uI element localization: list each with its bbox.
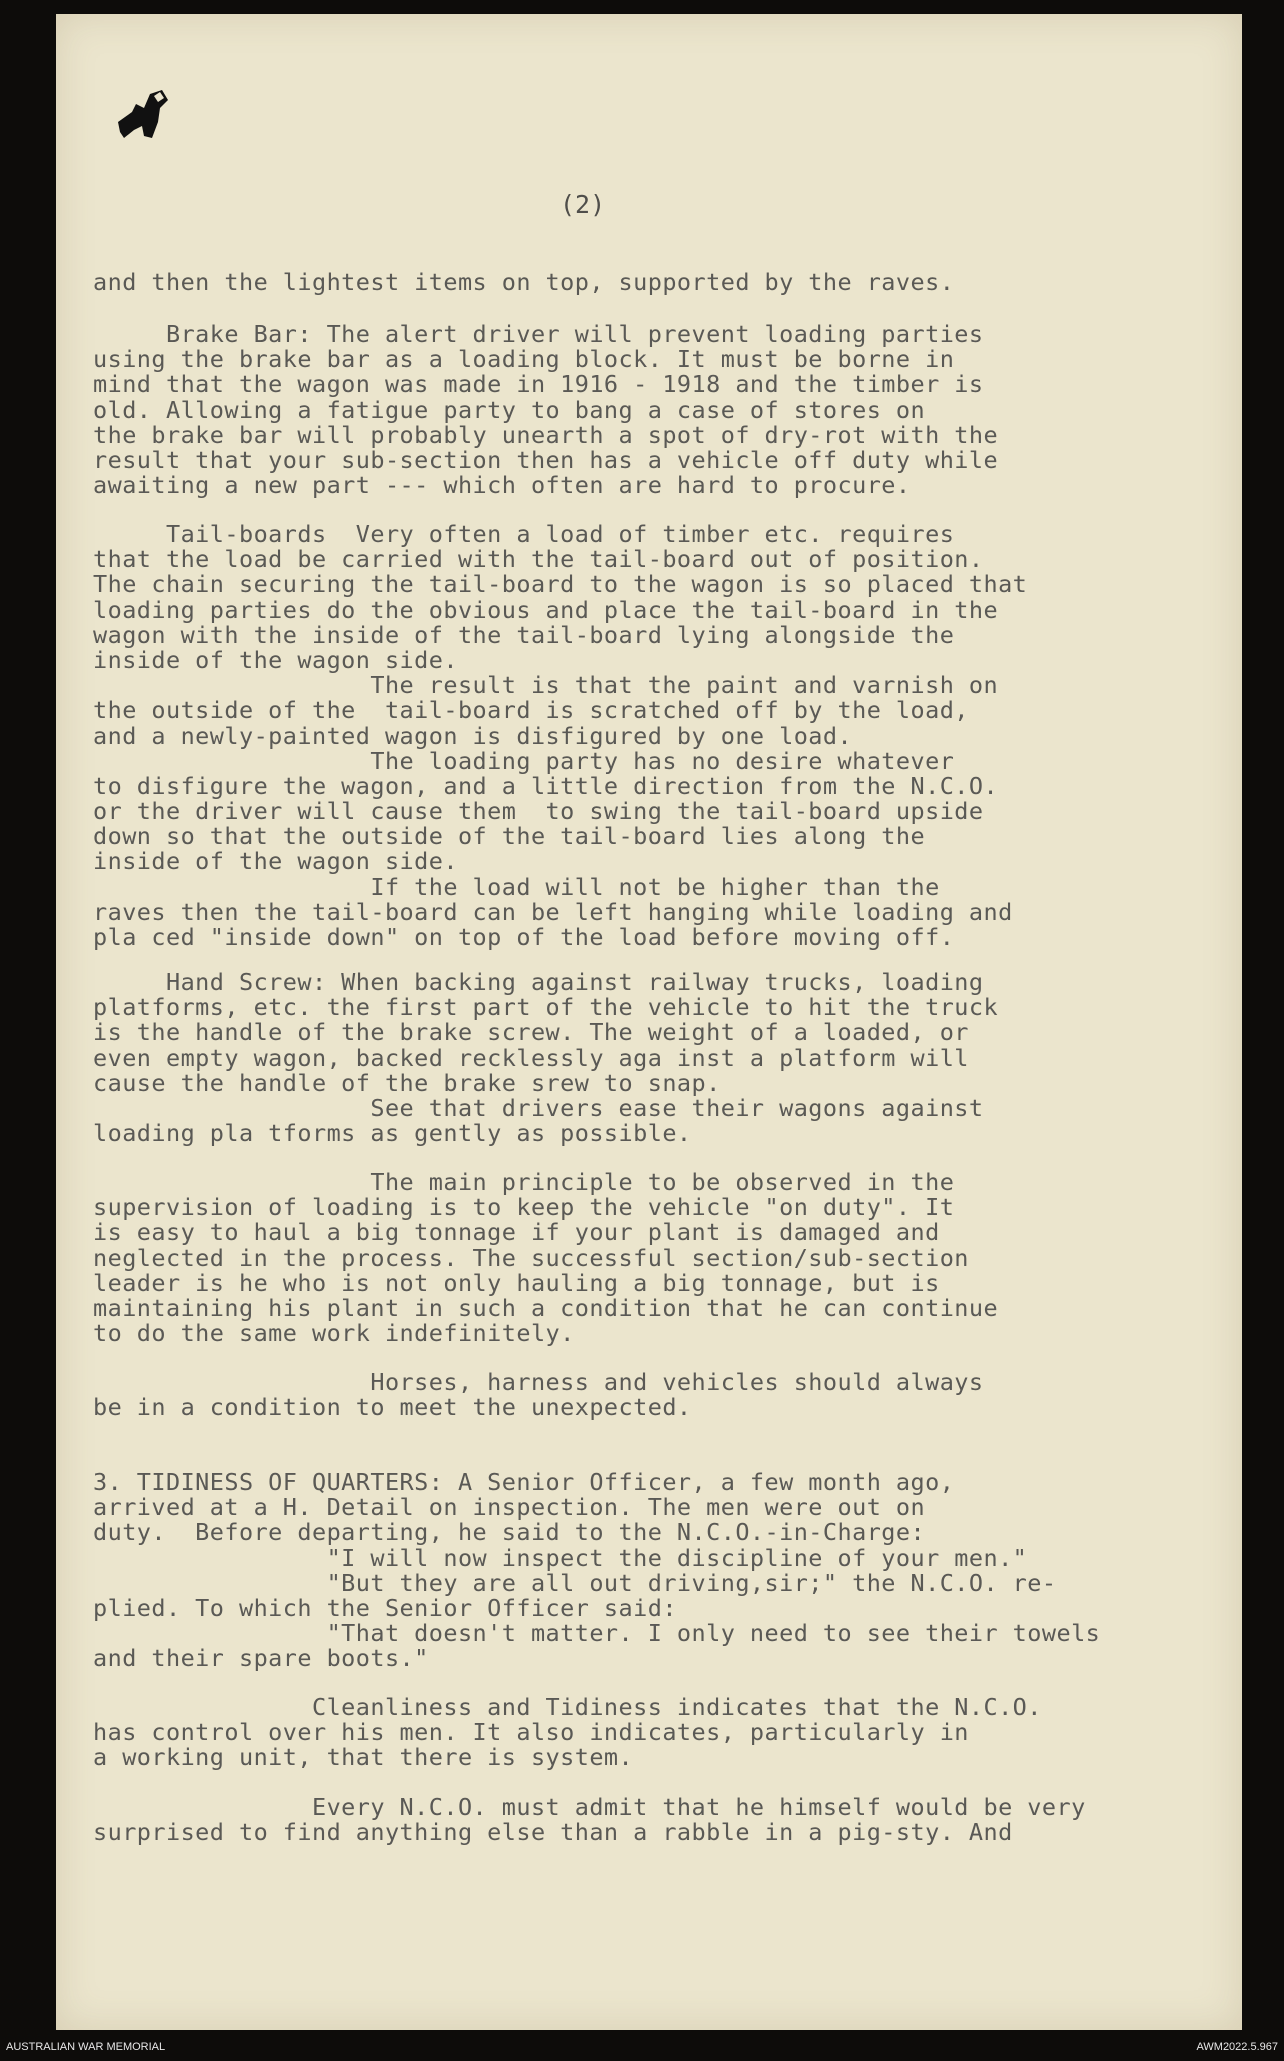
text-line: The main principle to be observed in the — [93, 1168, 955, 1196]
text-line: Cleanliness and Tidiness indicates that the N.C.O. — [93, 1693, 1042, 1721]
text-line: the outside of the tail-board is scratched off by the load, — [93, 696, 969, 725]
text-line: plied. To which the Senior Officer said: — [93, 1593, 677, 1622]
text-line: down so that the outside of the tail-board lies along the — [93, 822, 926, 851]
text-line: loading pla tforms as gently as possible. — [93, 1119, 692, 1148]
text-line: Horses, harness and vehicles should always — [93, 1368, 984, 1396]
torn-hole-mark — [110, 82, 190, 152]
text-line: Every N.C.O. must admit that he himself would be very — [93, 1793, 1086, 1821]
text-line: neglected in the process. The successful section/sub-section — [93, 1243, 969, 1272]
text-line: "I will now inspect the discipline of your men." — [93, 1543, 1028, 1572]
text-line: and a newly-painted wagon is disfigured by one load. — [93, 721, 853, 750]
paragraph-p3 — [93, 970, 998, 1146]
text-line: and then the lightest items on top, supported by the raves. — [93, 268, 955, 296]
text-line: using the brake bar as a loading block. It must be borne in — [93, 345, 955, 374]
text-line: inside of the wagon side. — [93, 847, 458, 876]
text-line: awaiting a new part --- which often are hard to procure. — [93, 471, 911, 500]
text-line: even empty wagon, backed recklessly aga inst a platform will — [93, 1043, 969, 1072]
paragraph-p6 — [93, 1470, 1100, 1672]
text-line: result that your sub-section then has a vehicle off duty while — [93, 445, 999, 474]
text-line: supervision of loading is to keep the vehicle "on duty". It — [93, 1193, 955, 1222]
text-line: leader is he who is not only hauling a big tonnage, but is — [93, 1268, 940, 1297]
footer-bar — [0, 2031, 1284, 2061]
text-line: to do the same work indefinitely. — [93, 1319, 575, 1348]
text-line: The chain securing the tail-board to the wagon is so placed that — [93, 570, 1028, 599]
text-line: Hand Screw: When backing against railway trucks, loading — [93, 968, 984, 996]
text-line: that the load be carried with the tail-board out of position. — [93, 545, 984, 574]
paragraph-p0 — [93, 270, 954, 295]
text-line: is easy to haul a big tonnage if your plant is damaged and — [93, 1218, 940, 1247]
paragraph-p8 — [93, 1795, 1086, 1845]
footer-accession-number: AWM2022.5.967 — [1196, 2041, 1278, 2053]
text-line: maintaining his plant in such a condition that he can continue — [93, 1293, 999, 1322]
text-line: duty. Before departing, he said to the N.C.O.-in-Charge: — [93, 1518, 926, 1547]
text-line: surprised to find anything else than a rabble in a pig-sty. And — [93, 1818, 1013, 1847]
text-line: loading parties do the obvious and place the tail-board in the — [93, 595, 999, 624]
paragraph-p4 — [93, 1170, 998, 1346]
text-line: Tail-boards Very often a load of timber etc. requires — [93, 520, 955, 548]
text-line: platforms, etc. the first part of the vehicle to hit the truck — [93, 993, 999, 1022]
text-line: or the driver will cause them to swing the tail-board upside — [93, 797, 984, 826]
text-line: "That doesn't matter. I only need to see their towels — [93, 1619, 1101, 1648]
text-line: 3. TIDINESS OF QUARTERS: A Senior Officer, a few month ago, — [93, 1468, 955, 1496]
footer-institution: AUSTRALIAN WAR MEMORIAL — [6, 2041, 166, 2053]
paragraph-p7 — [93, 1695, 1042, 1771]
text-line: a working unit, that there is system. — [93, 1743, 634, 1772]
text-line: is the handle of the brake screw. The weight of a loaded, or — [93, 1018, 969, 1047]
text-line: wagon with the inside of the tail-board lying alongside the — [93, 620, 955, 649]
text-line: See that drivers ease their wagons against — [93, 1093, 984, 1122]
page-number: (2) — [560, 190, 606, 219]
text-line: If the load will not be higher than the — [93, 872, 940, 901]
text-line: to disfigure the wagon, and a little direction from the N.C.O. — [93, 771, 999, 800]
paragraph-p5 — [93, 1370, 984, 1420]
text-line: arrived at a H. Detail on inspection. The men were out on — [93, 1493, 926, 1522]
text-line: pla ced "inside down" on top of the load before moving off. — [93, 923, 955, 951]
text-line: has control over his men. It also indicates, particularly in — [93, 1718, 969, 1747]
text-line: "But they are all out driving,sir;" the N.C.O. re- — [93, 1568, 1057, 1597]
text-line: Brake Bar: The alert driver will prevent loading parties — [93, 320, 984, 348]
paragraph-p1 — [93, 322, 998, 498]
text-line: The loading party has no desire whatever — [93, 746, 955, 775]
text-line: The result is that the paint and varnish on — [93, 671, 999, 700]
text-line: cause the handle of the brake srew to snap. — [93, 1068, 721, 1097]
text-line: be in a condition to meet the unexpected. — [93, 1393, 692, 1422]
text-line: raves then the tail-board can be left hanging while loading and — [93, 897, 1013, 926]
text-line: the brake bar will probably unearth a spot of dry-rot with the — [93, 420, 999, 449]
text-line: inside of the wagon side. — [93, 645, 458, 674]
text-line: mind that the wagon was made in 1916 - 1918 and the timber is — [93, 370, 984, 399]
paragraph-p2 — [93, 522, 1027, 950]
text-line: and their spare boots." — [93, 1644, 429, 1673]
text-line: old. Allowing a fatigue party to bang a case of stores on — [93, 395, 926, 424]
